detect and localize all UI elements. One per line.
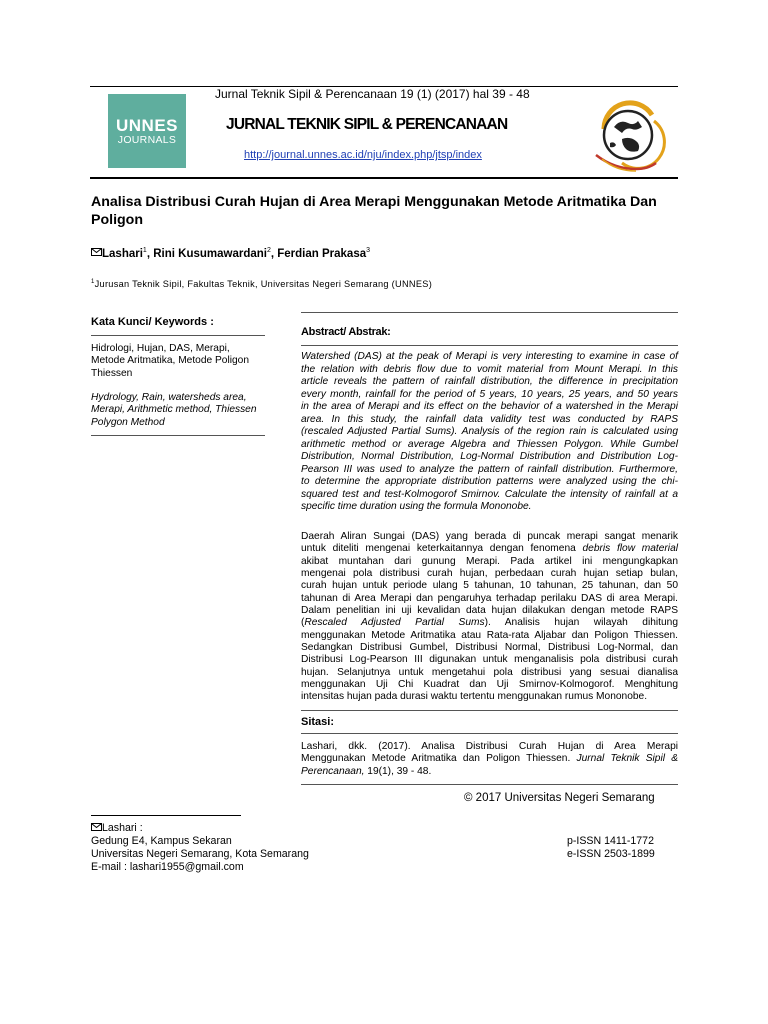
sitasi-rule-top [301, 710, 678, 711]
keyword-line: Hydrology, Rain, watersheds area, [91, 392, 247, 403]
citation-pages: 19(1), 39 - 48. [364, 765, 432, 777]
keyword-line: Metode Aritmatika, Metode Poligon [91, 355, 249, 367]
abstract-indonesian-line [301, 543, 678, 555]
abstract-rule-under-heading [301, 345, 678, 346]
affiliation-text: Jurusan Teknik Sipil, Fakultas Teknik, Universitas Negeri Semarang (UNNES) [94, 279, 433, 290]
abstract-english-line: Watershed (DAS) at the peak of Merapi is very interesting to examine in case of [301, 351, 678, 362]
abstract-text: akibat muntahan dari gunung Merapi. Pada artikel ini mengungkapkan [301, 555, 678, 567]
author-name: Lashari [102, 247, 143, 260]
abstract-text: Daerah Aliran Sungai (DAS) yang berada di puncak merapi sangat menarik [301, 531, 678, 542]
abstract-text: intensitas hujan pada durasi waktu tertentu menggunakan rumus Mononobe. [301, 691, 648, 703]
contact-name-line [91, 822, 309, 835]
abstract-english-line: to determine the appropriate distribution patterns were analyzed using the chi- [301, 476, 678, 487]
author-list [91, 247, 370, 260]
affiliation-sup: 1 [91, 279, 95, 285]
abstract-indonesian-line [301, 642, 678, 654]
abstract-indonesian-line [301, 667, 678, 679]
address-line: Gedung E4, Kampus Sekaran [91, 835, 232, 847]
keywords-rule-bottom [91, 435, 265, 436]
journal-title: JURNAL TEKNIK SIPIL & PERENCANAAN [226, 116, 508, 133]
abstract-indonesian [301, 531, 678, 704]
header-bottom-rule [90, 177, 678, 179]
abstract-indonesian-line [301, 531, 678, 543]
abstract-indonesian-line [301, 605, 678, 617]
abstract-text: Distribusi Log-Pearson III digunakan untuk menganalisis pola distribusi curah [301, 654, 678, 666]
abstract-english-line: Distribution, Normal Distribution, Log-Normal Distribution and Distribution Log- [301, 451, 678, 462]
abstract-indonesian-line [301, 568, 678, 580]
keyword-line: Merapi, Arithmetic method, Thiessen [91, 404, 257, 416]
abstract-heading: Abstract/ Abstrak: [301, 326, 391, 338]
address-line: Universitas Negeri Semarang, Kota Semarang [91, 848, 309, 860]
abstract-english-line: every month, rainfall for the period of 5 years, 10 years, 25 years, and 50 years [301, 388, 678, 400]
citation-plain: Menggunakan Metode Aritmatika dan Poligon Thiessen. [301, 753, 577, 765]
abstract-indonesian-line [301, 617, 678, 629]
affiliation [91, 279, 432, 289]
abstract-term: Rescaled Adjusted Partial Sums [304, 617, 485, 629]
sitasi-rule-under-heading [301, 733, 678, 734]
author-sup: 1 [142, 247, 147, 254]
abstract-english-line: specific time duration using the formula Mononobe. [301, 501, 532, 512]
author-name: Ferdian Prakasa [277, 247, 367, 260]
keywords-heading: Kata Kunci/ Keywords : [91, 316, 214, 328]
abstract-english-line: area. In this study, the rainfall data validity test was conducted by RAPS [301, 413, 678, 425]
abstract-text: Sedangkan Distribusi Gumbel, Distribusi Normal, Distribusi Log-Normal, dan [301, 642, 678, 654]
citation-text [301, 741, 678, 778]
journal-info: Jurnal Teknik Sipil & Perencanaan 19 (1) (2017) hal 39 - 48 [215, 87, 530, 101]
abstract-text: tahunan di Area Merapi dan pengaruhya terhadap perilaku DAS di area Merapi. [301, 592, 678, 604]
abstract-english-line: article reveals the pattern of rainfall distribution, the difference in precipitation [301, 376, 678, 387]
citation-journal: Perencanaan, [301, 765, 365, 777]
footer-rule [91, 815, 241, 816]
electronic-issn: e-ISSN 2503-1899 [567, 848, 655, 860]
logo-line1: UNNES [115, 115, 178, 135]
abstract-text: menggunakan Uji Chi Kuadrat dan Uji Smirnov-Kolmogorof. Menghitung [301, 679, 678, 691]
sitasi-rule-bottom [301, 784, 678, 785]
abstract-text: curah hujan untuk periode ulang 5 tahunan, 10 tahunan, 25 tahunan, dan 50 [301, 580, 678, 592]
article-title: Analisa Distribusi Curah Hujan di Area Merapi Menggunakan Metode Aritmatika Dan Poligon [91, 194, 657, 228]
footer-contact [91, 822, 309, 874]
abstract-text: hujan. Selanjutnya untuk mengetahui pola distribusi yang sesuai dianalisa [301, 666, 678, 678]
citation-journal: Jurnal Teknik Sipil & [576, 753, 678, 765]
abstract-english-line: Pearson III was used to analyze the pattern of rainfall distribution. Furthermore, [301, 463, 678, 475]
abstract-text: untuk diteliti mengenai keterkaitannya dengan fenomena [301, 543, 583, 555]
abstract-text: mengenai pola distribusi curah hujan, perbedaan curah hujan setiap bulan, [301, 568, 678, 580]
abstract-english-line: in the area of Merapi and its effect on the behavior of a watershed in the Merapi [301, 401, 678, 412]
abstract-english [301, 351, 678, 514]
envelope-icon [91, 248, 102, 256]
citation-line [301, 766, 678, 778]
keywords-rule-top [91, 335, 265, 336]
abstract-english-line: (rescaled Adjusted Partial Sums). Analysis of the region rain is calculated using [301, 426, 678, 437]
abstract-indonesian-line [301, 654, 678, 666]
author-sup: 2 [266, 247, 271, 254]
abstract-indonesian-line [301, 679, 678, 691]
envelope-icon [91, 823, 102, 831]
author-separator: , [270, 247, 278, 260]
citation-line [301, 753, 678, 765]
abstract-indonesian-line [301, 630, 678, 642]
keyword-line: Polygon Method [91, 416, 165, 428]
journal-url-link[interactable]: http://journal.unnes.ac.id/nju/index.php/jtsp/index [244, 149, 482, 161]
abstract-term: debris flow material [582, 543, 678, 555]
citation-heading: Sitasi: [301, 716, 335, 728]
author-name: Rini Kusumawardani [153, 247, 267, 260]
abstract-text: ). Analisis hujan wilayah dihitung [484, 617, 678, 629]
abstract-indonesian-line [301, 593, 678, 605]
author-separator: , [146, 247, 154, 260]
abstract-english-line: the relation with debris flow due to vomit material from Mount Merapi. In this [301, 363, 678, 375]
citation-line: Lashari, dkk. (2017). Analisa Distribusi Curah Hujan di Area Merapi [301, 741, 678, 752]
keyword-line: Hidrologi, Hujan, DAS, Merapi, [91, 343, 230, 354]
abstract-rule-top [301, 312, 678, 313]
abstract-indonesian-line [301, 556, 678, 568]
contact-name: Lashari : [102, 822, 143, 834]
unnes-journals-logo [108, 94, 186, 168]
abstract-indonesian-line [301, 580, 678, 592]
email-line[interactable]: E-mail : lashari1955@gmail.com [91, 861, 244, 873]
abstract-text: ( [301, 617, 305, 629]
abstract-english-line: arithmetic method or average Algebra and Thiessen Polygon. While Gumbel [301, 438, 678, 450]
abstract-indonesian-line [301, 691, 678, 703]
abstract-text: Dalam penelitian ini uji kevalidan data hujan dilakukan dengan metode RAPS [301, 605, 678, 617]
author-sup: 3 [366, 247, 371, 254]
keyword-line: Thiessen [91, 367, 133, 379]
copyright-notice: © 2017 Universitas Negeri Semarang [464, 792, 655, 804]
keywords-indonesian [91, 343, 271, 380]
logo-line2: JOURNALS [117, 133, 177, 146]
keywords-english [91, 392, 271, 429]
abstract-english-line: squared test and test-Kolmogorof Smirnov. Calculate the intensity of rainfall at a [301, 488, 678, 500]
globe-logo-icon [592, 93, 668, 175]
abstract-text: menggunakan Metode Aritmatika atau Rata-rata Aljabar dan Poligon Thiessen. [301, 629, 678, 641]
print-issn: p-ISSN 1411-1772 [567, 835, 654, 847]
